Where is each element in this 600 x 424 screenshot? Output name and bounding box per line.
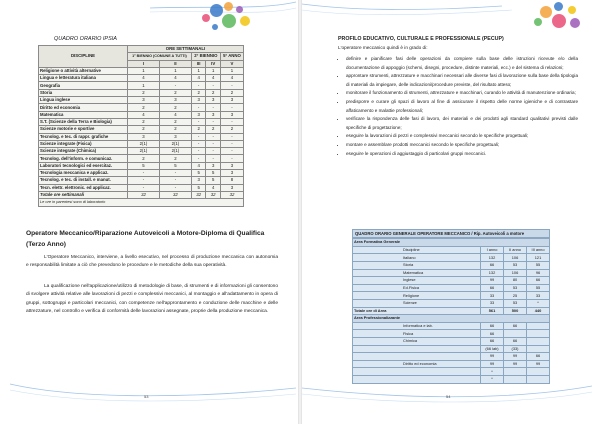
- hours-cell: 53: [504, 284, 527, 292]
- hours-cell: [527, 322, 550, 330]
- discipline-name: Chimica: [353, 338, 481, 346]
- discipline-name: [353, 368, 481, 376]
- hours-cell: -: [206, 148, 221, 155]
- total-value: 500: [504, 307, 527, 315]
- hours-cell: -: [191, 104, 206, 111]
- hours-cell: 1: [220, 67, 243, 74]
- area-professional-label: Area Professionalizzante: [353, 315, 550, 323]
- table-row: [353, 338, 550, 346]
- hours-cell: -: [220, 140, 243, 147]
- second-biennio-header: 2° BIENNIO: [191, 53, 220, 60]
- hours-cell: [527, 368, 550, 376]
- discipline-name: Ed.Fisica: [353, 284, 481, 292]
- hours-cell: 5: [206, 177, 221, 184]
- timetable-ipsia: [38, 45, 244, 207]
- hours-cell: 2: [128, 118, 160, 125]
- hours-cell: 2: [159, 89, 191, 96]
- hours-cell: -: [128, 184, 160, 191]
- subject-name: Tecnolog. e tec. di rappr. grafiche: [39, 133, 128, 140]
- subject-name: Tecnolog. dell'inform. e comunicaz.: [39, 155, 128, 162]
- table-row: [39, 75, 244, 82]
- hours-cell: -: [159, 170, 191, 177]
- hours-cell: [527, 330, 550, 338]
- hours-cell: 32: [220, 191, 243, 198]
- hours-cell: [527, 338, 550, 346]
- hours-cell: 2: [191, 89, 206, 96]
- subject-name: Geografia: [39, 82, 128, 89]
- hours-cell: 3: [206, 162, 221, 169]
- table-row: [39, 111, 244, 118]
- discipline-name: Inglese: [353, 277, 481, 285]
- year-label: III: [191, 60, 206, 67]
- year-header: II anno: [504, 246, 527, 254]
- discipline-name: [353, 375, 481, 383]
- subject-name: Religione o attività alternative: [39, 67, 128, 74]
- year-label: I: [128, 60, 160, 67]
- hours-cell: *: [481, 368, 504, 376]
- hours-cell: -: [206, 118, 221, 125]
- discipline-name: Scienze: [353, 300, 481, 308]
- pecup-intro: L'operatore meccanico quindi è in grado di:: [338, 45, 428, 50]
- hours-cell: -: [206, 104, 221, 111]
- hours-cell: 66: [481, 322, 504, 330]
- discipline-name: Religione: [353, 292, 481, 300]
- subject-name: Diritto ed economia: [39, 104, 128, 111]
- hours-cell: 55: [527, 262, 550, 270]
- hours-cell: 5: [128, 162, 160, 169]
- table-row: [353, 269, 550, 277]
- hours-cell: 132: [481, 269, 504, 277]
- hours-cell: 4: [128, 75, 160, 82]
- year-label: II: [159, 60, 191, 67]
- hours-cell: 132: [481, 254, 504, 262]
- right-page: [302, 0, 600, 424]
- pecup-title: PROFILO EDUCATIVO, CULTURALE E PROFESSIONALE (PECUP): [338, 36, 504, 42]
- decorative-dots: [196, 2, 266, 36]
- pecup-item: • eseguire la lavorazioni di pezzi e complessivi meccanici secondo le specifiche progettuali;: [346, 132, 578, 141]
- hours-cell: 25: [504, 292, 527, 300]
- hours-cell: [504, 368, 527, 376]
- hours-cell: 3: [220, 170, 243, 177]
- table-row: [39, 177, 244, 184]
- table-row: [39, 126, 244, 133]
- hours-cell: 2(1): [159, 140, 191, 147]
- hours-cell: 32: [191, 191, 206, 198]
- subject-name: Scienze integrate (Fisica): [39, 140, 128, 147]
- section-title: Operatore Meccanico/Riparazione Autoveicoli a Motore-Diploma di Qualifica (Terzo Anno): [26, 230, 265, 248]
- table-row: [39, 89, 244, 96]
- table-caption: QUADRO ORARIO IPSIA: [54, 36, 117, 42]
- hours-cell: 4: [220, 75, 243, 82]
- hours-cell: [527, 345, 550, 353]
- hours-cell: -: [220, 104, 243, 111]
- hours-cell: 3: [206, 111, 221, 118]
- hours-cell: 66: [481, 284, 504, 292]
- hours-cell: -: [191, 140, 206, 147]
- hours-cell: 32: [159, 191, 191, 198]
- hours-cell: -: [191, 82, 206, 89]
- hours-cell: -: [191, 118, 206, 125]
- hours-cell: 106: [504, 269, 527, 277]
- pecup-item: • predisporre e curare gli spazi di lavoro al fine di assicurare il rispetto delle norme igieniche e di contrastare affaticamento e malattie professionali;: [346, 98, 578, 115]
- hours-cell: 4: [191, 75, 206, 82]
- hours-cell: 121: [527, 254, 550, 262]
- hours-cell: -: [159, 82, 191, 89]
- hours-cell: [504, 375, 527, 383]
- discipline-name: Fisica: [353, 330, 481, 338]
- hours-cell: 99: [481, 277, 504, 285]
- hours-cell: 3: [128, 133, 160, 140]
- table-row: [353, 254, 550, 262]
- general-timetable-title: QUADRO ORARIO GENERALE OPERATORE MECCANICO / Rip. Autoveicoli a motore: [352, 229, 550, 238]
- total-value: 440: [527, 307, 550, 315]
- hours-cell: 3: [191, 111, 206, 118]
- hours-cell: 99: [527, 360, 550, 368]
- table-row: [353, 368, 550, 376]
- subject-name: Tecnolog. e tec. di install. e manut.: [39, 177, 128, 184]
- subject-name: Lingua e letteratura italiana: [39, 75, 128, 82]
- discipline-header: Discipline: [353, 246, 481, 254]
- hours-cell: -: [128, 177, 160, 184]
- hours-cell: 33: [481, 300, 504, 308]
- hours-cell: 3: [159, 97, 191, 104]
- hours-cell: -: [128, 170, 160, 177]
- hours-cell: 96: [527, 269, 550, 277]
- hours-cell: 99: [504, 360, 527, 368]
- hours-cell: 4: [128, 111, 160, 118]
- table-row: [39, 133, 244, 140]
- left-page: [0, 0, 298, 424]
- hours-cell: 3: [128, 97, 160, 104]
- hours-cell: [504, 330, 527, 338]
- hours-cell: 2(1): [128, 140, 160, 147]
- paragraph-1: L'Operatore Meccanico, interviene, a livello esecutivo, nel processo di produzione meccanica con autonomia e responsabilità limitate a ciò che prevedono le procedure e le metodiche della sua operatività.: [26, 255, 278, 269]
- hours-cell: -: [220, 155, 243, 162]
- hours-cell: 2(1): [128, 148, 160, 155]
- fifth-year-header: 5° ANNO: [220, 53, 243, 60]
- hours-cell: (66 lab): [481, 345, 504, 353]
- hours-cell: 80: [504, 277, 527, 285]
- table-row: [39, 170, 244, 177]
- hours-cell: 3: [191, 177, 206, 184]
- pecup-list: [332, 55, 578, 158]
- pecup-item: • approntare strumenti, attrezzature e macchinari necessari alle diverse fasi di lavorazione sulla base della tipologia di materiali da impiegare, delle indicazioni/procedure previste, del risultato atteso;: [346, 72, 578, 89]
- pecup-item: • montare e assemblare prodotti meccanici secondo le specifiche progettuali;: [346, 141, 578, 150]
- hours-cell: 2: [220, 89, 243, 96]
- table-row: [353, 262, 550, 270]
- table-row: [353, 375, 550, 383]
- hours-cell: [527, 375, 550, 383]
- hours-cell: -: [220, 133, 243, 140]
- hours-cell: 53: [504, 300, 527, 308]
- hours-cell: 3: [191, 97, 206, 104]
- hours-cell: -: [191, 155, 206, 162]
- table-row: [39, 82, 244, 89]
- hours-cell: 99: [481, 360, 504, 368]
- hours-cell: 2: [128, 126, 160, 133]
- hours-cell: 32: [206, 191, 221, 198]
- hours-cell: 2: [159, 104, 191, 111]
- hours-cell: -: [206, 82, 221, 89]
- hours-cell: 1: [159, 67, 191, 74]
- subject-name: Lingua inglese: [39, 97, 128, 104]
- pecup-item: • monitorare il funzionamento di strumenti, attrezzature e macchinari, curando le attività di manutenzione ordinaria;: [346, 89, 578, 98]
- discipline-header: DISCIPLINE: [39, 46, 128, 68]
- hours-cell: 5: [191, 184, 206, 191]
- hours-cell: 32: [128, 191, 160, 198]
- hours-cell: 53: [504, 262, 527, 270]
- hours-cell: 106: [504, 254, 527, 262]
- table-row: [39, 118, 244, 125]
- hours-cell: -: [220, 118, 243, 125]
- hours-cell: 2: [159, 118, 191, 125]
- hours-cell: 2(1): [159, 148, 191, 155]
- table-row: [39, 148, 244, 155]
- discipline-name: Matematica: [353, 269, 481, 277]
- subject-name: Storia: [39, 89, 128, 96]
- hours-cell: 55: [527, 284, 550, 292]
- hours-cell: *: [481, 375, 504, 383]
- hours-cell: 2: [191, 126, 206, 133]
- page-number: 54: [446, 394, 451, 399]
- hours-cell: 3: [220, 184, 243, 191]
- hours-cell: 33: [481, 292, 504, 300]
- subject-name: Laboratori tecnologici ed esercitaz.: [39, 162, 128, 169]
- subject-name: Tecn. elettr. elettronic. ed applicaz.: [39, 184, 128, 191]
- table-footnote: Le ore in parentesi sono di laboratorio: [39, 199, 244, 206]
- hours-cell: 8: [220, 177, 243, 184]
- hours-cell: 2: [159, 155, 191, 162]
- subject-name: Totale ore settimanali: [39, 191, 128, 198]
- pecup-item: • eseguire le operazioni di aggiustaggio di particolari gruppi meccanici.: [346, 150, 578, 159]
- table-row: [39, 97, 244, 104]
- hours-cell: 66: [527, 353, 550, 361]
- subject-name: S.T. (Scienze della Terra e Biologia): [39, 118, 128, 125]
- hours-cell: 5: [191, 170, 206, 177]
- table-row: [39, 162, 244, 169]
- hours-cell: 4: [159, 75, 191, 82]
- hours-cell: 1: [128, 82, 160, 89]
- hours-cell: 1: [191, 67, 206, 74]
- table-row: [353, 292, 550, 300]
- discipline-name: Storia: [353, 262, 481, 270]
- hours-cell: 4: [206, 184, 221, 191]
- hours-cell: -: [159, 177, 191, 184]
- hours-cell: 3: [159, 133, 191, 140]
- hours-cell: -: [191, 148, 206, 155]
- table-row: [353, 345, 550, 353]
- biennio-header: 1° BIENNIO (COMUNE A TUTTI): [128, 53, 192, 60]
- table-row: [353, 360, 550, 368]
- hours-cell: 66: [504, 338, 527, 346]
- table-row: [39, 184, 244, 191]
- hours-cell: 2: [128, 155, 160, 162]
- hours-cell: 2: [220, 126, 243, 133]
- subject-name: Matematica: [39, 111, 128, 118]
- hours-cell: -: [159, 184, 191, 191]
- discipline-name: Diritto ed economia: [353, 360, 481, 368]
- hours-cell: *: [527, 300, 550, 308]
- table-row: [39, 104, 244, 111]
- hours-cell: 33: [527, 292, 550, 300]
- hours-cell: 1: [128, 67, 160, 74]
- subject-name: Scienze integrate (Chimica): [39, 148, 128, 155]
- hours-cell: 66: [527, 277, 550, 285]
- table-row: [353, 322, 550, 330]
- table-row: [353, 330, 550, 338]
- page-number: 53: [144, 394, 149, 399]
- hours-cell: 1: [206, 67, 221, 74]
- paragraph-2: La qualificazione nell'applicazione/utilizzo di metodologie di base, di strumenti e di informazioni gli consentono di svolgere attività relative alle lavorazioni di pezzi e complessivi meccanici, al montaggio e all'adattamento in opera di gruppi, sottogruppi e particolari meccanici, con competenze nell'approntamento e conduzione delle macchine e delle attrezzature, nel controllo e verifica di conformità delle lavorazioni assegnate, proprie della produzione meccanica.: [26, 284, 278, 314]
- hours-cell: -: [206, 133, 221, 140]
- hours-cell: 66: [481, 262, 504, 270]
- hours-cell: -: [220, 148, 243, 155]
- hours-cell: 4: [191, 162, 206, 169]
- hours-cell: 99: [504, 353, 527, 361]
- hours-cell: 66: [504, 322, 527, 330]
- hours-cell: 2: [206, 89, 221, 96]
- discipline-name: Italiano: [353, 254, 481, 262]
- hours-cell: 3: [206, 97, 221, 104]
- hours-cell: 5: [159, 162, 191, 169]
- table-row: [353, 300, 550, 308]
- hours-cell: 5: [206, 170, 221, 177]
- table-row: [39, 67, 244, 74]
- hours-cell: -: [206, 155, 221, 162]
- pecup-item: • verificare la rispondenza delle fasi di lavoro, dei materiali e dei prodotti agli standard qualitativi previsti dalle specifiche di progettazione;: [346, 115, 578, 132]
- hours-cell: -: [191, 133, 206, 140]
- hours-cell: 2: [128, 104, 160, 111]
- total-value: 561: [481, 307, 504, 315]
- hours-cell: -: [206, 140, 221, 147]
- hours-cell: -: [220, 82, 243, 89]
- total-label: Totale ore di Area: [353, 307, 481, 315]
- year-label: IV: [206, 60, 221, 67]
- table-row: [353, 353, 550, 361]
- hours-cell: 2: [206, 126, 221, 133]
- year-header: I anno: [481, 246, 504, 254]
- table-row: [39, 191, 244, 198]
- hours-cell: 2: [159, 126, 191, 133]
- subject-name: Scienze motorie e sportive: [39, 126, 128, 133]
- hours-cell: 66: [481, 330, 504, 338]
- discipline-name: [353, 345, 481, 353]
- table-row: [353, 284, 550, 292]
- hours-cell: 3: [220, 162, 243, 169]
- hours-header: ORE SETTIMANALI: [128, 46, 244, 53]
- table-row: [353, 277, 550, 285]
- year-header: III anno: [527, 246, 550, 254]
- hours-cell: 3: [220, 97, 243, 104]
- area-general-label: Area Formativa Generale: [353, 239, 550, 247]
- table-row: [39, 140, 244, 147]
- hours-cell: 66: [481, 338, 504, 346]
- decorative-dots: [530, 2, 600, 36]
- hours-cell: (33): [504, 345, 527, 353]
- hours-cell: 3: [220, 111, 243, 118]
- discipline-name: Informatica e lab.: [353, 322, 481, 330]
- subject-name: Tecnologia meccanica e applicaz.: [39, 170, 128, 177]
- general-timetable: [352, 229, 550, 384]
- pecup-item: • definire e pianificare fasi delle operazioni da compiere sulla base delle istruzioni ricevute e/o della documentazione di appoggio (schemi, disegni, procedure, distinte materiali, ecc.) e del sistema di relazioni;: [346, 55, 578, 72]
- table-row: [39, 155, 244, 162]
- hours-cell: 4: [159, 111, 191, 118]
- hours-cell: 4: [206, 75, 221, 82]
- discipline-name: [353, 353, 481, 361]
- hours-cell: 99: [481, 353, 504, 361]
- year-label: V: [220, 60, 243, 67]
- hours-cell: 2: [128, 89, 160, 96]
